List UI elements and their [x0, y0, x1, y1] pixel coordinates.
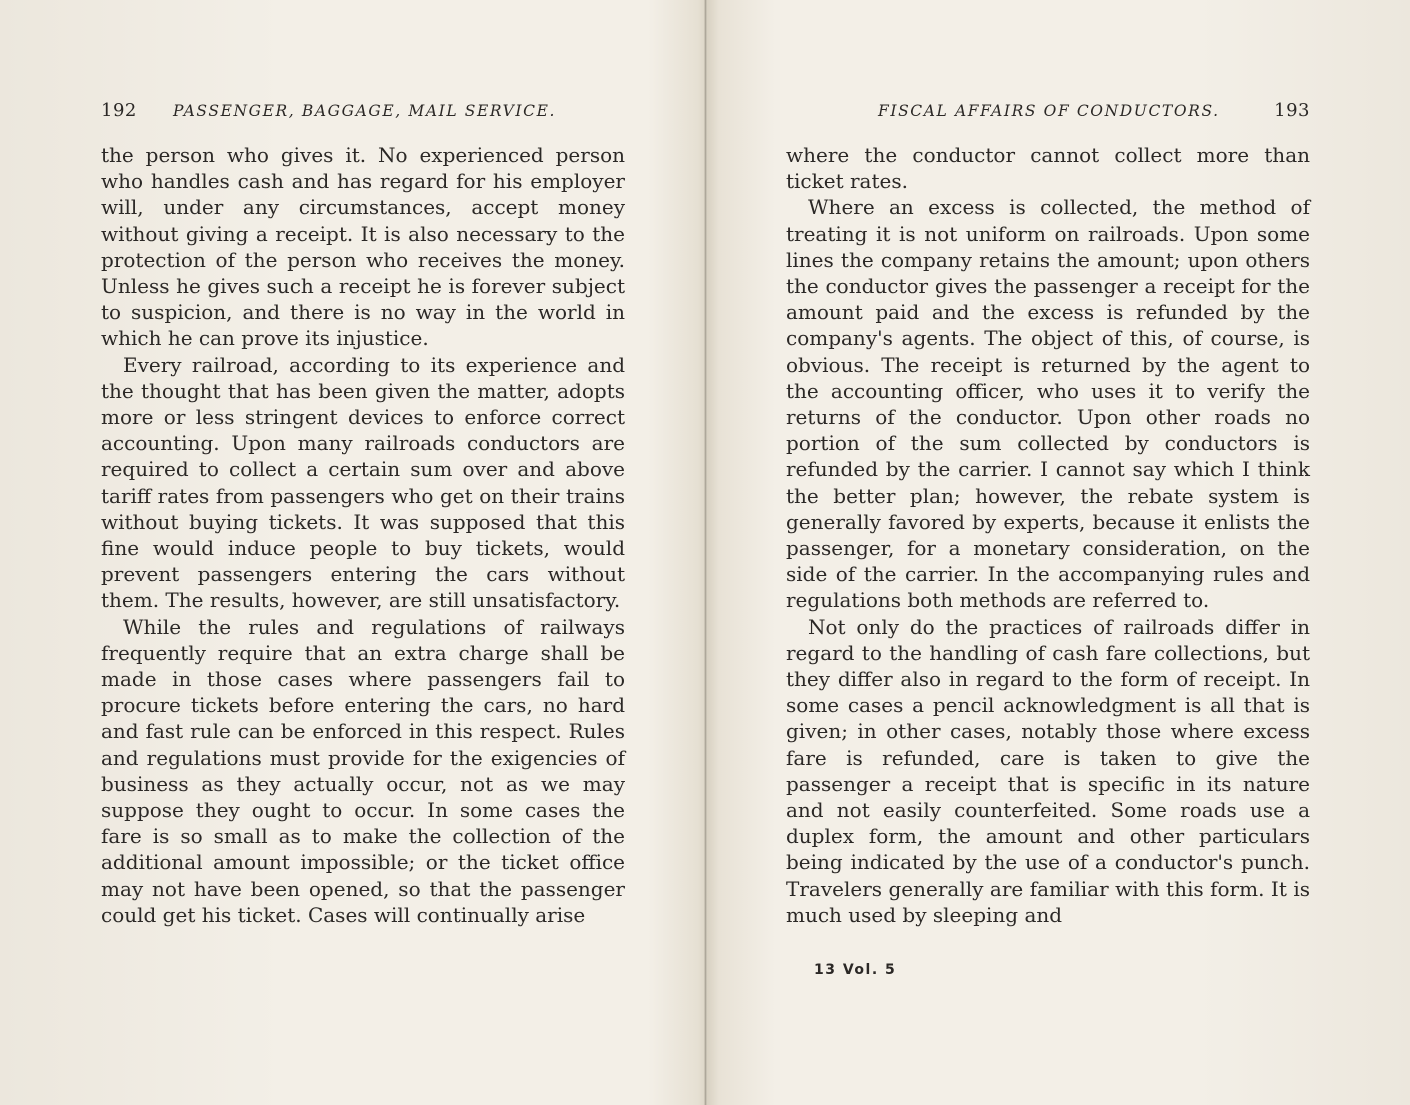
right-page-header — [785, 96, 1310, 126]
left-page-header — [101, 96, 626, 126]
right-paragraph-3: Not only do the practices of railroads differ in regard to the handling of cash fare collections, but they differ also in regard to the form of receipt. In some cases a pencil acknowledgment is all that is given; in other cases, notably those where excess fare is refunded, care is taken to give the passenger a receipt that is specific in its nature and not easily counterfeited. Some roads use a duplex form, the amount and other particulars being indicated by the use of a conductor's punch. Travelers generally are familiar with this form. It is much used by sleeping and — [786, 614, 1310, 927]
right-page-number: 193 — [1274, 100, 1310, 121]
right-paragraph-2: Where an excess is collected, the method of treating it is not uniform on railroads. Upon some lines the company retains the amount; upon others the conductor gives the passenger a receipt for the amount paid and the excess is refunded by the company's agents. The object of this, of course, is obvious. The receipt is returned by the agent to the accounting officer, who uses it to verify the returns of the conductor. Upon other roads no portion of the sum collected by conductors is refunded by the carrier. I cannot say which I think the better plan; however, the rebate system is generally favored by experts, because it enlists the passenger, for a monetary consideration, on the side of the carrier. In the accompanying rules and regulations both methods are referred to. — [786, 195, 1310, 613]
left-page-number: 192 — [101, 100, 137, 121]
right-paragraph-1: where the conductor cannot collect more than ticket rates. — [786, 143, 1310, 194]
right-running-head: FISCAL AFFAIRS OF CONDUCTORS. — [878, 102, 1220, 120]
left-paragraph-3: While the rules and regulations of railways frequently require that an extra charge shall be made in those cases where passengers fail to procure tickets before entering the cars, no hard and fast rule can be enforced in this respect. Rules and regulations must provide for the exigencies of business as they actually occur, not as we may suppose they ought to occur. In some cases the fare is so small as to make the collection of the additional amount impossible; or the ticket office may not have been opened, so that the passenger could get his ticket. Cases will continually arise — [101, 614, 625, 927]
signature-mark: 13 Vol. 5 — [814, 962, 897, 978]
left-paragraph-2: Every railroad, according to its experience and the thought that has been given the matter, adopts more or less stringent devices to enforce correct accounting. Upon many railroads conductors are required to collect a certain sum over and above tariff rates from passengers who get on their trains without buying tickets. It was supposed that this fine would induce people to buy tickets, would prevent passengers entering the cars without them. The results, however, are still unsatisfactory. — [101, 352, 625, 613]
left-paragraph-1: the person who gives it. No experienced person who handles cash and has regard for his employer will, under any circumstances, accept money without giving a receipt. It is also necessary to the protection of the person who receives the money. Unless he gives such a receipt he is forever subject to suspicion, and there is no way in the world in which he can prove its injustice. — [101, 143, 625, 351]
left-page-body — [101, 142, 625, 928]
left-running-head: PASSENGER, BAGGAGE, MAIL SERVICE. — [173, 102, 557, 120]
right-page-body — [786, 142, 1310, 928]
right-page — [705, 0, 1410, 1105]
